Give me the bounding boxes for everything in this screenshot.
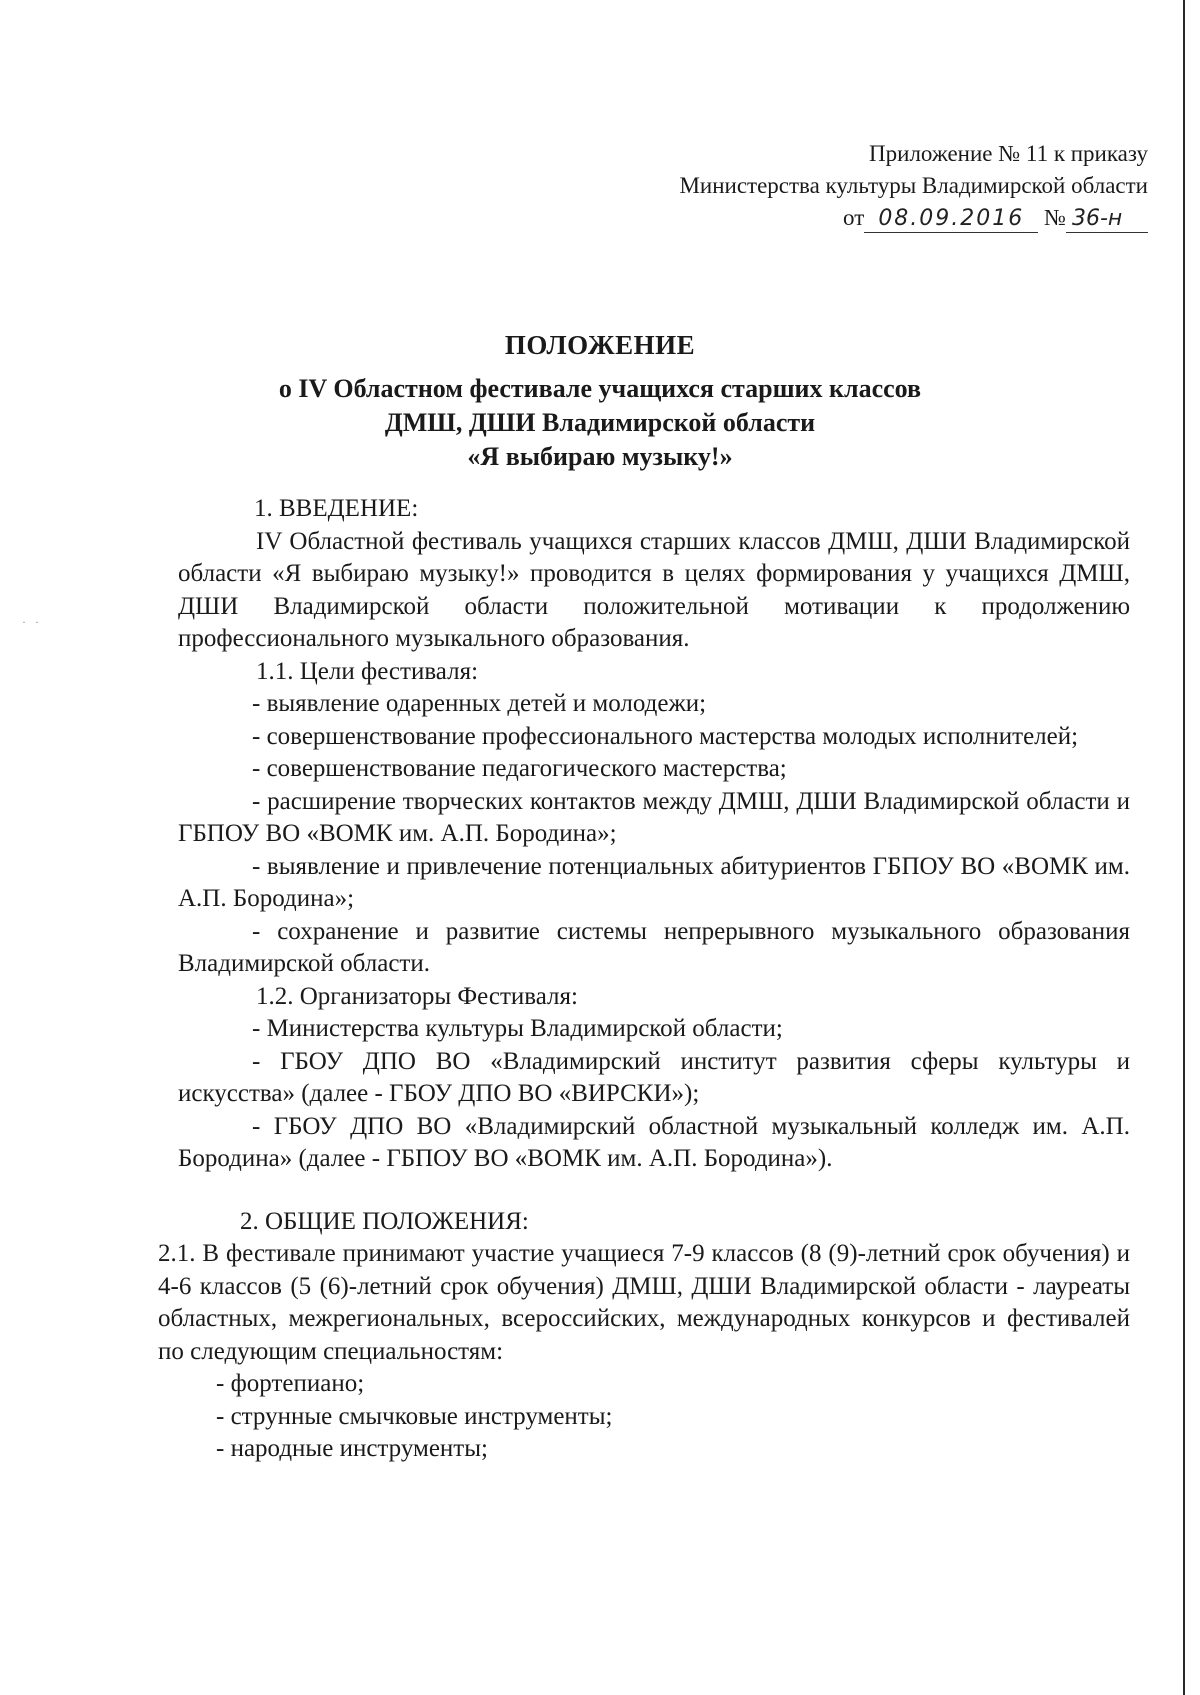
appendix-header — [679, 138, 1148, 234]
section-spacer — [178, 1176, 1130, 1206]
title-line-3: «Я выбираю музыку!» — [467, 442, 733, 471]
title-line-2: ДМШ, ДШИ Владимирской области — [384, 408, 816, 437]
document-title: ПОЛОЖЕНИЕ — [504, 330, 696, 360]
handwritten-number: 36-н — [1066, 206, 1148, 233]
organizer-item: - ГБОУ ДПО ВО «Владимирский областной музыкальный колледж им. А.П. Бородина» (далее - ГБПОУ ВО «ВОМК им. А.П. Бородина»). — [178, 1112, 1130, 1172]
goals-heading: 1.1. Цели фестиваля: — [256, 657, 479, 685]
scan-artifact-dots: · · — [22, 615, 42, 629]
intro-heading: 1. ВВЕДЕНИЕ: — [254, 495, 419, 522]
title-line-1: о IV Областном фестивале учащихся старших классов — [278, 374, 922, 403]
specialty-item: - фортепиано; — [216, 1370, 365, 1397]
document-body — [158, 493, 1130, 1466]
specialty-item: - струнные смычковые инструменты; — [216, 1402, 613, 1430]
organizers-heading: 1.2. Организаторы Фестиваля: — [256, 982, 578, 1010]
order-date-number-line — [843, 202, 1148, 234]
organizer-item: - ГБОУ ДПО ВО «Владимирский институт развития сферы культуры и искусства» (далее - ГБОУ ДПО ВО «ВИРСКИ»); — [178, 1047, 1130, 1107]
goal-item: - сохранение и развитие системы непрерывного музыкального образования Владимирской области. — [178, 917, 1130, 977]
handwritten-date: 08.09.2016 — [864, 206, 1038, 233]
intro-paragraph: IV Областной фестиваль учащихся старших классов ДМШ, ДШИ Владимирской области «Я выбираю музыку!» проводится в целях формирования у учащихся ДМШ, ДШИ Владимирской области положительной мотивации к продолжению профессионального музыкального образования. — [178, 527, 1130, 652]
number-label: № — [1044, 205, 1066, 230]
goal-item: - выявление одаренных детей и молодежи; — [252, 690, 707, 717]
specialty-item: - народные инструменты; — [216, 1435, 488, 1462]
goal-item: - совершенствование педагогического мастерства; — [252, 755, 787, 782]
organizer-item: - Министерства культуры Владимирской области; — [252, 1015, 783, 1042]
appendix-line-2: Министерства культуры Владимирской области — [679, 173, 1148, 198]
goal-item: - расширение творческих контактов между ДМШ, ДШИ Владимирской области и ГБПОУ ВО «ВОМК им. А.П. Бородина»; — [178, 787, 1130, 847]
goal-item: - совершенствование профессионального мастерства молодых исполнителей; — [252, 722, 1079, 750]
general-paragraph: 2.1. В фестивале принимают участие учащиеся 7-9 классов (8 (9)-летний срок обучения) и 4-6 классов (5 (6)-летний срок обучения) ДМШ, ДШИ Владимирской области - лауреаты областных, межрегиональных, всероссийских, международных конкурсов и фестивалей по следующим специальностям: — [158, 1240, 1130, 1365]
appendix-line-1: Приложение № 11 к приказу — [869, 141, 1148, 166]
general-heading: 2. ОБЩИЕ ПОЛОЖЕНИЯ: — [240, 1207, 529, 1235]
goal-item: - выявление и привлечение потенциальных абитуриентов ГБПОУ ВО «ВОМК им. А.П. Бородина»; — [178, 852, 1130, 912]
ot-label: от — [843, 205, 865, 230]
document-title-block — [0, 326, 1200, 474]
scan-edge-line — [1183, 0, 1185, 1695]
